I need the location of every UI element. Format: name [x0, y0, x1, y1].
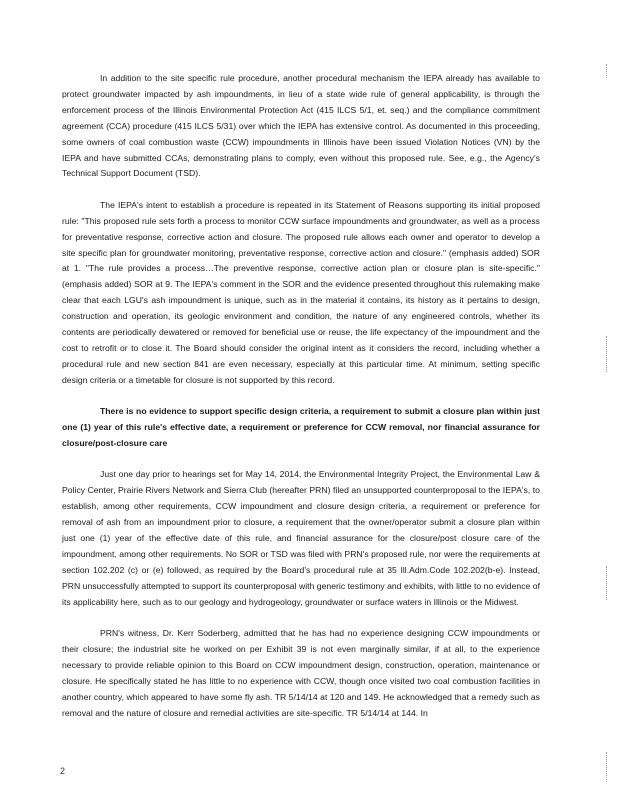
paragraph-prn-witness: PRN's witness, Dr. Kerr Soderberg, admitted that he has had no experience designing CCW impoundments or their closure; the industrial site he worked on per Exhibit 39 is not even marginally similar, if at all, to the experience necessary to provide reliable opinion to this Board on CCW impoundment design, construction, operation, maintenance or closure. He specifically stated he has little to no experience with CCW, though once visited two coal combustion facilities in another country, which appeared to have some fly ash. TR 5/14/14 at 120 and 149. He acknowledged that a remedy such as removal and the nature of closure and remedial activities are site-specific. TR 5/14/14 at 144. In — [62, 628, 540, 718]
section-heading-no-evidence: There is no evidence to support specific design criteria, a requirement to submit a closure plan within just one (1) year of this rule's effective date, a requirement or preference for CCW removal, nor financial assurance for closure/post-closure care — [62, 406, 540, 449]
document-body — [62, 71, 540, 737]
margin-scan-mark — [606, 566, 612, 600]
paragraph-iepa-intent: The IEPA's intent to establish a procedure is repeated in its Statement of Reasons supporting its initial proposed rule: "This proposed rule sets forth a process to monitor CCW surface impoundments and groundwater, as well as a process for preventative response, corrective action and closure. The proposed rule allows each owner and operator to develop a site specific plan for groundwater monitoring, preventative response, corrective action and closure." (emphasis added) SOR at 1. "The rule provides a process…The preventive response, corrective action plan or closure plan is site-specific." (emphasis added) SOR at 9. The IEPA's comment in the SOR and the evidence presented throughout this rulemaking make clear that each LGU's ash impoundment is unique, such as in the material it contains, its history as it pertains to design, construction and operation, its geologic environment and condition, the nature of any engineered controls, whether its contents are periodically dewatered or removed for beneficial use or reuse, the life expectancy of the impoundment and the cost to retrofit or to close it. The Board should consider the original intent as it considers the record, including whether a procedural rule and new section 841 are even necessary, especially at this particular time. At minimum, setting specific design criteria or a timetable for closure is not supported by this record. — [62, 199, 540, 385]
paragraph-prn-counterproposal: Just one day prior to hearings set for May 14, 2014, the Environmental Integrity Project, the Environmental Law & Policy Center, Prairie Rivers Network and Sierra Club (hereafter PRN) filed an unsupported counterproposal to the IEPA's, to establish, among other requirements, CCW impoundment and closure design criteria, a requirement or preference for removal of ash from an impoundment prior to closure, a requirement that the owner/operator submit a closure plan within just one (1) year of the effective date of this rule, and financial assurance for the closure/post closure care of the impoundment, among other requirements. No SOR or TSD was filed with PRN's proposed rule, nor were the requirements at section 102.202 (c) or (e) followed, as required by the Board's procedural rule at 35 Ill.Adm.Code 102.202(b-e). Instead, PRN unsuccessfully attempted to support its counterproposal with generic testimony and exhibits, with little to no evidence of its applicability here, such as to our geology and hydrogeology, groundwater or surface waters in Illinois or the Midwest. — [62, 469, 540, 607]
page-number: 2 — [60, 766, 66, 776]
margin-scan-mark — [606, 752, 612, 782]
margin-scan-mark — [606, 336, 612, 372]
margin-scan-mark — [606, 64, 612, 78]
paragraph-site-specific-procedure: In addition to the site specific rule procedure, another procedural mechanism the IEPA already has available to protect groundwater impacted by ash impoundments, in lieu of a state wide rule of general applicability, is through the enforcement process of the Illinois Environmental Protection Act (415 ILCS 5/1, et. seq.) and the compliance commitment agreement (CCA) procedure (415 ILCS 5/31) over which the IEPA has extensive control. As documented in this proceeding, some owners of coal combustion waste (CCW) impoundments in Illinois have been issued Violation Notices (VN) by the IEPA and have submitted CCAs, demonstrating plans to comply, even without this proposed rule. See, e.g., the Agency's Technical Support Document (TSD). — [62, 73, 540, 179]
